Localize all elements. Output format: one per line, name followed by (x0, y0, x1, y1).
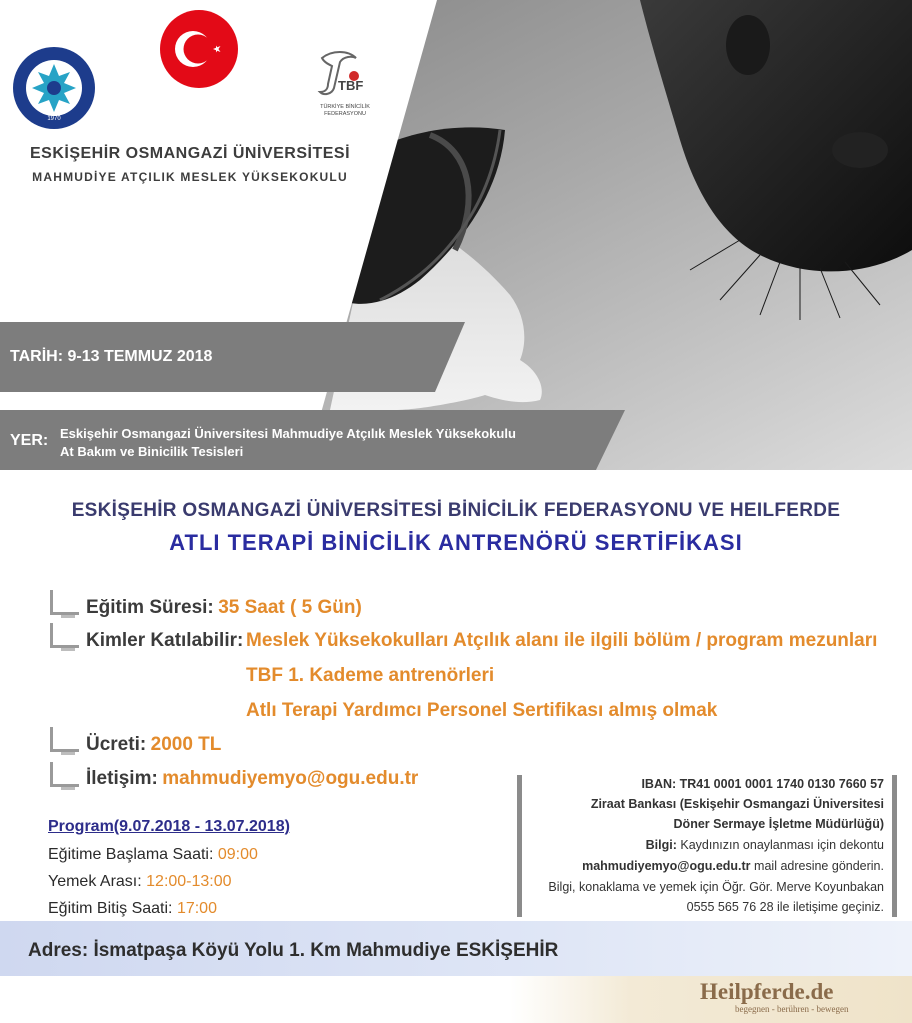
tbf-logo-abbr: TBF (338, 78, 364, 93)
bullet-icon (50, 590, 79, 615)
place-line-2: At Bakım ve Binicilik Tesisleri (60, 444, 244, 459)
program-item-label: Eğitime Başlama Saati: (48, 846, 214, 863)
duration-label: Eğitim Süresi: (86, 597, 214, 618)
participants-value-1: Meslek Yüksekokulları Atçılık alanı ile ilgili bölüm / program mezunları (246, 630, 878, 651)
main-title-certificate: ATLI TERAPİ BİNİCİLİK ANTRENÖRÜ SERTİFİKASI (169, 530, 743, 555)
bank-unit-line: Döner Sermaye İşletme Müdürlüğü) (673, 817, 884, 831)
participants-label-row (86, 630, 243, 652)
program-item-label: Eğitim Bitiş Saati: (48, 900, 173, 917)
bank-phone-line: 0555 565 76 28 ile iletişime geçiniz. (686, 900, 884, 914)
header-section (0, 0, 912, 470)
place-label: YER: (10, 432, 49, 449)
school-subtitle: MAHMUDİYE ATÇILIK MESLEK YÜKSEKOKULU (32, 170, 348, 184)
university-logo-year: 1970 (47, 116, 61, 122)
program-item-lunch (48, 873, 232, 891)
bullet-icon (50, 623, 79, 648)
university-title: ESKİŞEHİR OSMANGAZİ ÜNİVERSİTESİ (29, 145, 351, 162)
program-item-value: 17:00 (176, 900, 217, 917)
iban-line: IBAN: TR41 0001 0001 1740 0130 7660 57 (641, 777, 884, 791)
program-item-value: 09:00 (217, 846, 258, 863)
duration-row (86, 597, 362, 619)
bank-info-label: Bilgi: (645, 838, 677, 852)
bank-info-line (646, 838, 884, 852)
bank-email[interactable]: mahmudiyemyo@ogu.edu.tr (582, 859, 751, 873)
bullet-icon (50, 727, 79, 752)
participants-value-3: Atlı Terapi Yardımcı Personel Sertifikası almış olmak (246, 700, 718, 721)
program-item-end (48, 900, 217, 918)
fee-value: 2000 TL (150, 734, 222, 755)
program-item-start (48, 846, 258, 864)
bank-email-text: mail adresine gönderin. (754, 859, 884, 873)
heilpferde-logo[interactable]: Heilpferde.de (700, 979, 834, 1004)
heilpferde-slogan: begegnen - berühren - bewegen (735, 1004, 849, 1014)
bank-email-line (582, 859, 884, 873)
fee-row (86, 734, 221, 756)
tbf-horse-logo-icon (312, 48, 378, 104)
contact-email[interactable]: mahmudiyemyo@ogu.edu.tr (162, 768, 419, 789)
bank-name-line: Ziraat Bankası (Eskişehir Osmangazi Üniversitesi (590, 797, 884, 811)
program-title: Program(9.07.2018 - 13.07.2018) (48, 818, 290, 835)
main-title-organizers: ESKİŞEHİR OSMANGAZİ ÜNİVERSİTESİ BİNİCİLİK FEDERASYONU VE HEILFERDE (71, 500, 841, 521)
tbf-logo-caption (312, 104, 378, 118)
participants-value-2: TBF 1. Kademe antrenörleri (246, 665, 495, 686)
fee-label: Ücreti: (86, 734, 147, 755)
tbf-logo-line1: TÜRKİYE BİNİCİLİK (320, 104, 370, 110)
bank-info-text: Kaydınızın onaylanması için dekontu (680, 838, 884, 852)
bank-contact-line: Bilgi, konaklama ve yemek için Öğr. Gör. Merve Koyunbakan (548, 880, 884, 894)
tbf-logo-line2: FEDERASYONU (324, 111, 366, 117)
contact-label: İletişim: (86, 768, 158, 789)
bank-info-box (517, 775, 897, 917)
contact-row (86, 768, 418, 790)
program-item-label: Yemek Arası: (48, 873, 142, 890)
date-text: TARİH: 9-13 TEMMUZ 2018 (10, 348, 213, 365)
bullet-icon (50, 762, 79, 787)
place-line-1: Eskişehir Osmangazi Üniversitesi Mahmudiye Atçılık Meslek Yüksekokulu (60, 426, 516, 441)
header-white-panel (0, 0, 912, 470)
program-item-value: 12:00-13:00 (146, 873, 232, 890)
participants-label: Kimler Katılabilir: (86, 630, 244, 651)
turkish-flag-icon (159, 9, 239, 89)
address-text: Adres: İsmatpaşa Köyü Yolu 1. Km Mahmudiye ESKİŞEHİR (28, 940, 559, 961)
duration-value: 35 Saat ( 5 Gün) (218, 597, 362, 618)
